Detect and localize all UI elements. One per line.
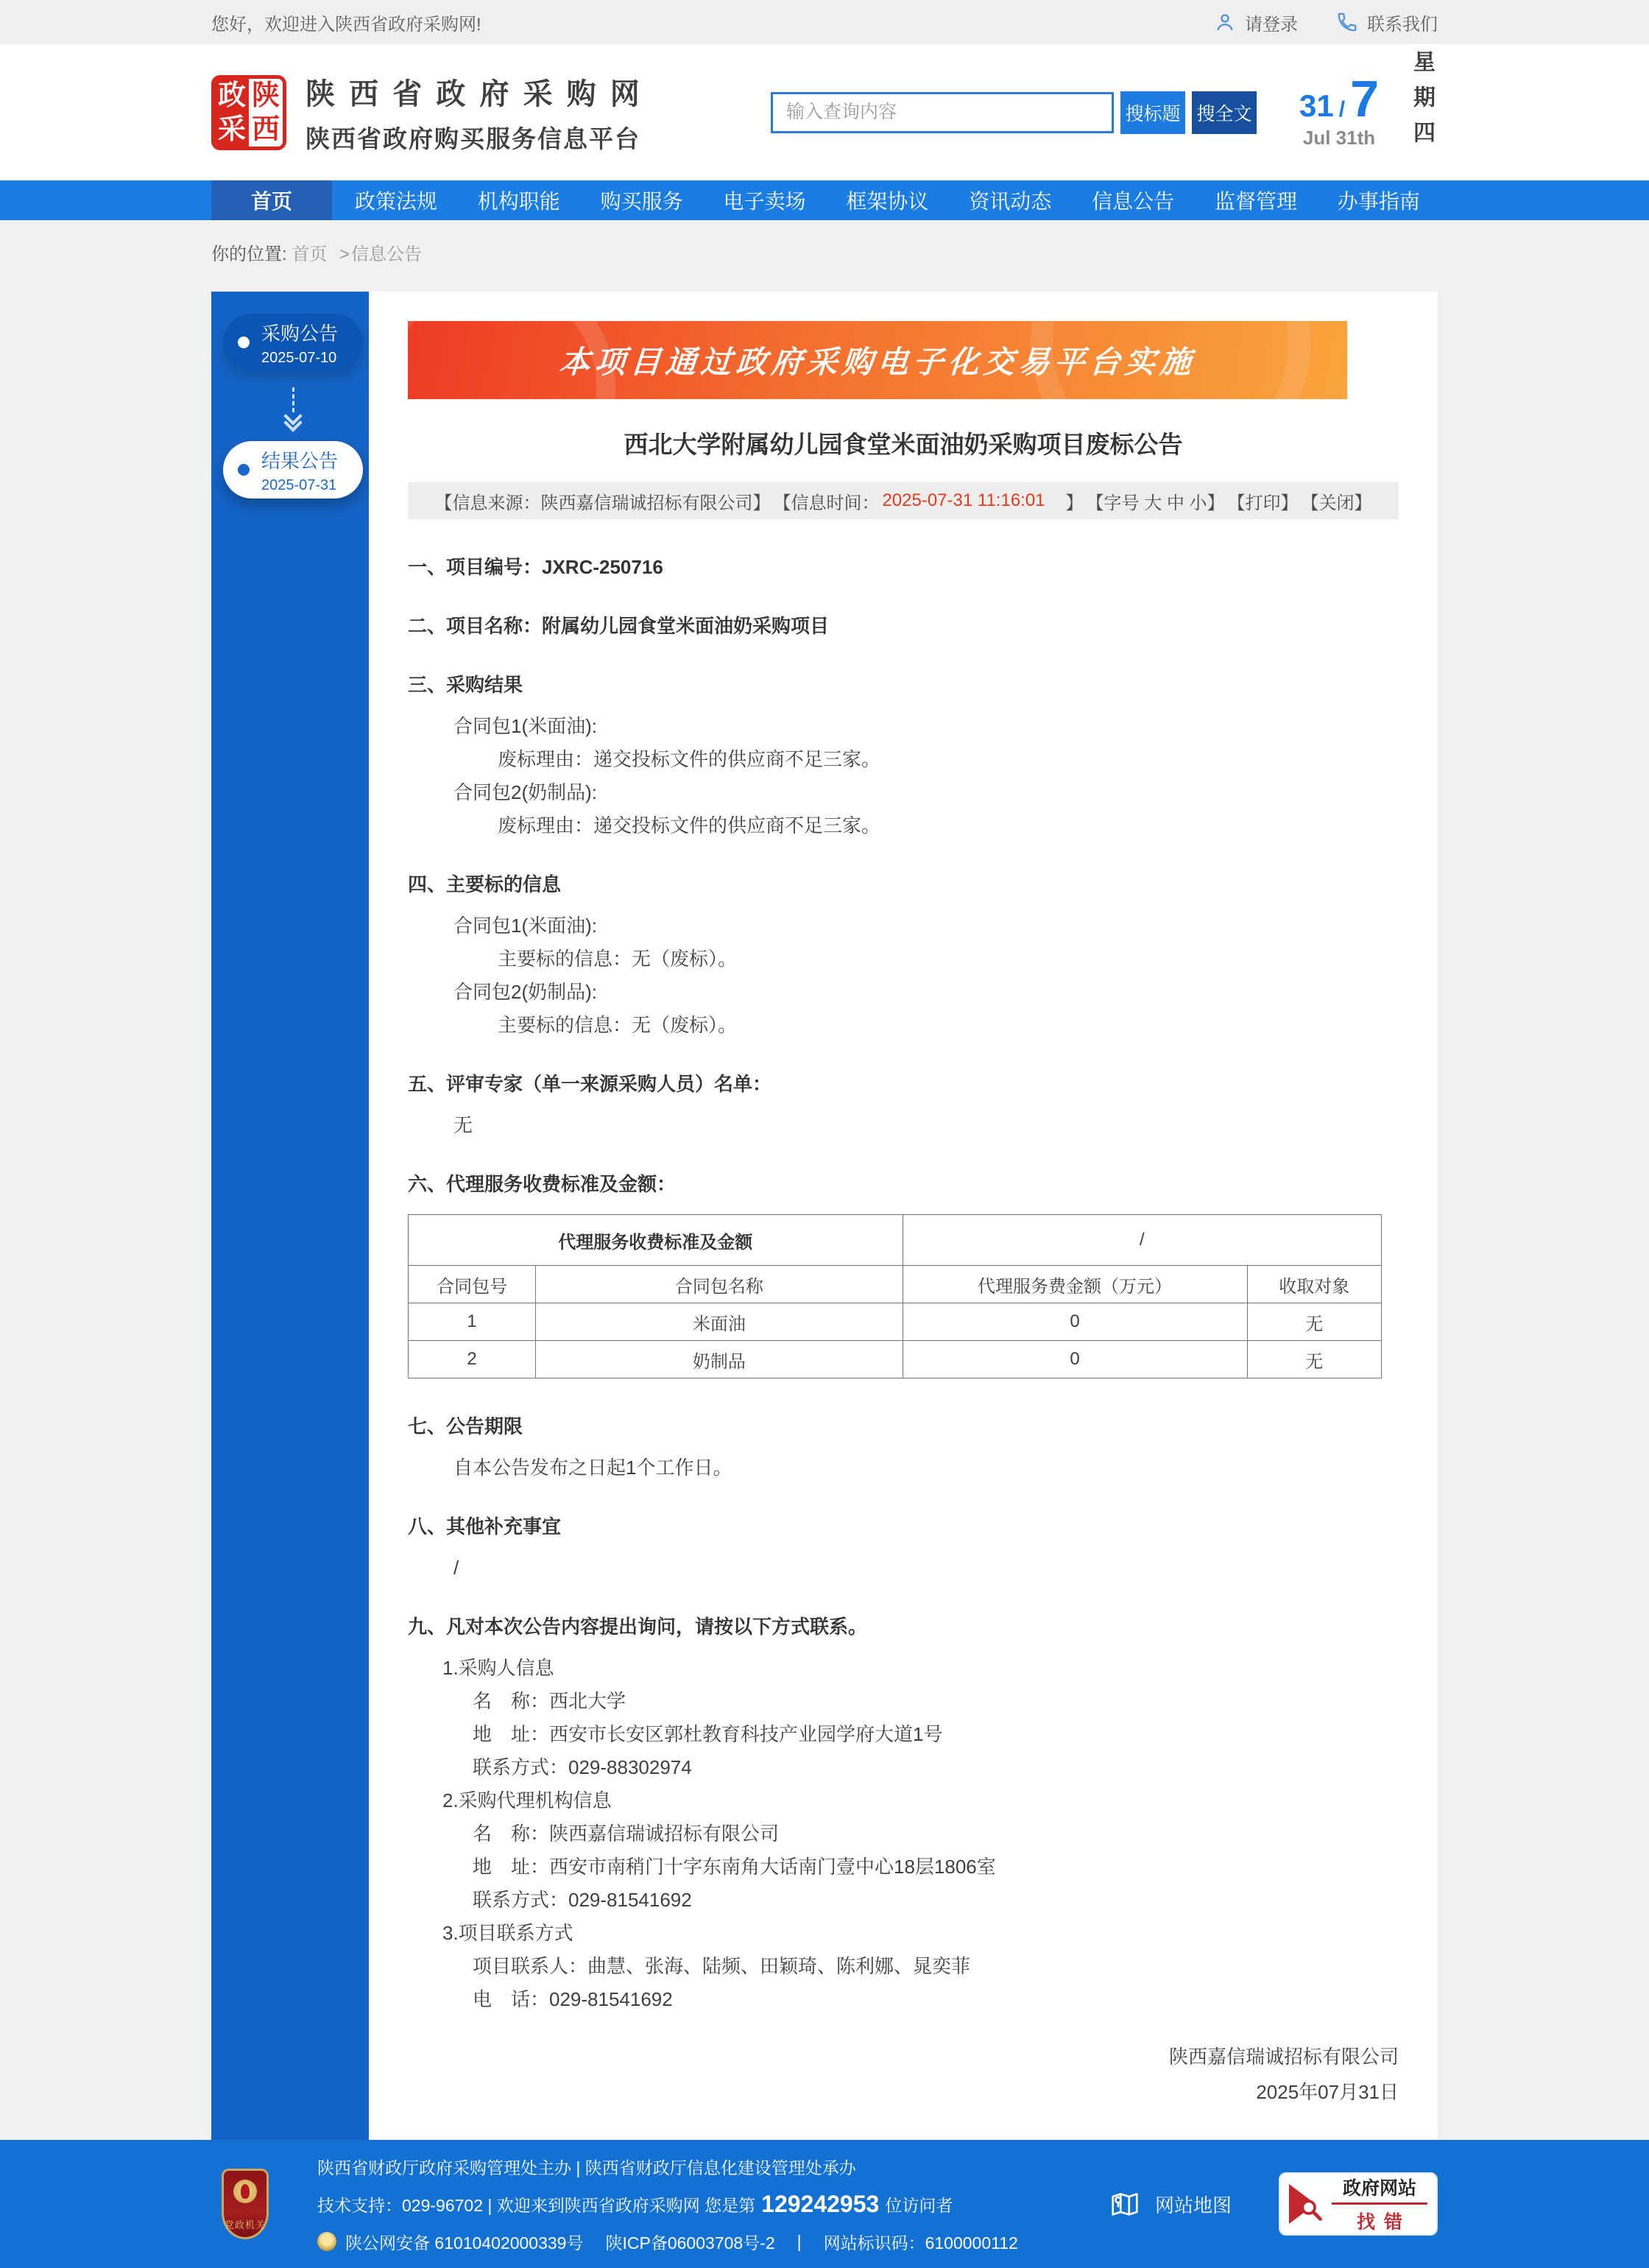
section-heading: 六、代理服务收费标准及金额： xyxy=(408,1173,677,1195)
section-heading: 八、其他补充事宜 xyxy=(408,1515,562,1538)
table-column-header: 合同包号 xyxy=(409,1266,536,1303)
timeline-text xyxy=(261,446,338,494)
search-input[interactable] xyxy=(771,92,1114,133)
paragraph: 名 称：陕西嘉信瑞诚招标有限公司 xyxy=(473,1822,780,1845)
footer-line-organizers: 陕西省财政厅政府采购管理处主办 | 陕西省财政厅信息化建设管理处承办 xyxy=(317,2158,856,2177)
breadcrumb-separator: > xyxy=(339,244,350,264)
error-badge-text xyxy=(1332,2174,1427,2234)
paragraph: 合同包1(米面油): xyxy=(453,715,598,737)
date-day: 31 xyxy=(1299,88,1334,123)
nav-item-emall[interactable]: 电子卖场 xyxy=(723,190,806,213)
nav-item-home[interactable]: 首页 xyxy=(211,180,332,220)
site-subtitle: 陕西省政府购买服务信息平台 xyxy=(306,124,640,152)
table-merged-header-right: / xyxy=(903,1215,1381,1266)
footer-right xyxy=(1108,2172,1438,2236)
footer-line-beian xyxy=(317,2230,1018,2254)
paragraph: 合同包2(奶制品): xyxy=(453,981,598,1003)
table-cell: 1 xyxy=(409,1303,536,1341)
section-heading: 三、采购结果 xyxy=(408,674,523,696)
site-code: 网站标识码：6100000112 xyxy=(823,2233,1018,2253)
paragraph: 地 址：西安市南稍门十字东南角大话南门壹中心18层1806室 xyxy=(473,1856,996,1878)
paragraph: 自本公告发布之日起1个工作日。 xyxy=(453,1457,732,1479)
table-cell: 米面油 xyxy=(536,1303,903,1341)
site-logo[interactable] xyxy=(211,71,643,155)
paragraph: 项目联系人：曲慧、张海、陆频、田颖琦、陈利娜、晁奕菲 xyxy=(473,1955,971,1977)
main-area xyxy=(211,292,1438,2140)
paragraph: 名 称：西北大学 xyxy=(473,1690,626,1712)
timeline-sidebar xyxy=(211,292,369,2140)
breadcrumb xyxy=(0,220,1649,292)
meta-print-button[interactable]: 【打印】 xyxy=(1227,493,1299,513)
paragraph: 联系方式：029-81541692 xyxy=(473,1889,692,1911)
table-cell: 奶制品 xyxy=(536,1341,903,1378)
search-title-button[interactable]: 搜标题 xyxy=(1120,91,1185,134)
topbar xyxy=(0,0,1649,44)
party-gov-shield-icon xyxy=(222,2169,269,2239)
section-heading: 四、主要标的信息 xyxy=(408,873,562,895)
meta-bar xyxy=(408,482,1399,519)
platform-banner xyxy=(408,321,1347,399)
fee-table xyxy=(408,1214,1382,1378)
table-cell: 无 xyxy=(1247,1303,1381,1341)
error-badge-sub: 找错 xyxy=(1356,2212,1411,2233)
beian-police-link[interactable]: 陕公网安备 61010402000339号 xyxy=(345,2233,584,2253)
meta-source: 【信息来源：陕西嘉信瑞诚招标有限公司】 xyxy=(434,493,771,513)
beian-icp-link[interactable]: 陕ICP备06003708号-2 xyxy=(605,2233,775,2253)
site-header xyxy=(0,44,1649,180)
breadcrumb-prefix: 你的位置: xyxy=(211,244,287,264)
timeline-text xyxy=(261,319,338,367)
table-merged-header-left: 代理服务收费标准及金额 xyxy=(409,1215,903,1266)
sitemap-link[interactable] xyxy=(1108,2187,1232,2221)
table-cell: 0 xyxy=(903,1303,1247,1341)
breadcrumb-home[interactable]: 首页 xyxy=(292,244,328,264)
date-month: 7 xyxy=(1350,69,1379,127)
police-badge-icon xyxy=(317,2232,336,2251)
timeline-item-result-announcement[interactable] xyxy=(223,441,363,499)
date-slash: / xyxy=(1338,96,1346,122)
paragraph: 1.采购人信息 xyxy=(442,1657,554,1679)
error-report-badge[interactable] xyxy=(1279,2172,1438,2236)
paragraph: 主要标的信息：无（废标）。 xyxy=(498,948,738,970)
site-title: 陕 西 省 政 府 采 购 网 xyxy=(306,77,643,110)
timeline-dot-icon xyxy=(238,337,250,348)
meta-close-button[interactable]: 【关闭】 xyxy=(1301,493,1372,513)
table-cell: 无 xyxy=(1247,1341,1381,1378)
map-icon xyxy=(1108,2187,1142,2221)
error-badge-title: 政府网站 xyxy=(1332,2174,1427,2205)
paragraph: 废标理由：递交投标文件的供应商不足三家。 xyxy=(498,748,881,770)
section-heading: 一、项目编号：JXRC-250716 xyxy=(408,556,663,578)
sitemap-label: 网站地图 xyxy=(1154,2194,1232,2216)
meta-time: 2025-07-31 11:16:01 xyxy=(882,490,1045,510)
date-english: Jul 31th xyxy=(1302,126,1376,149)
paragraph: 电 话：029-81541692 xyxy=(473,1988,673,2010)
article-title: 西北大学附属幼儿园食堂米面油奶采购项目废标公告 xyxy=(624,431,1183,458)
seal-char: 陕 xyxy=(249,79,283,113)
footer-support-suffix: 位访问者 xyxy=(885,2195,953,2215)
table-cell: 2 xyxy=(409,1341,536,1378)
nav-item-news[interactable]: 资讯动态 xyxy=(969,190,1052,213)
meta-time-prefix: 【信息时间： xyxy=(773,493,880,513)
meta-fontsize-control[interactable]: 【字号 大 中 小】 xyxy=(1086,493,1225,513)
weekday-label: 星期四 xyxy=(1410,49,1434,156)
arrow-down-icon xyxy=(223,387,363,429)
signature-company: 陕西嘉信瑞诚招标有限公司 xyxy=(1168,2046,1399,2068)
shield-label: 党政机关 xyxy=(224,2219,266,2230)
footer-line-support xyxy=(317,2191,1018,2218)
topbar-links xyxy=(1214,10,1438,35)
table-row xyxy=(409,1341,1382,1378)
table-row xyxy=(409,1303,1382,1341)
table-column-header: 代理服务费金额（万元） xyxy=(903,1266,1247,1303)
section-heading: 九、凡对本次公告内容提出询问，请按以下方式联系。 xyxy=(408,1616,868,1638)
table-header-row xyxy=(409,1266,1382,1303)
paragraph: 合同包1(米面油): xyxy=(453,915,598,937)
logo-text xyxy=(306,71,643,155)
section-heading: 五、评审专家（单一来源采购人员）名单： xyxy=(408,1073,772,1095)
paragraph: 联系方式：029-88302974 xyxy=(473,1756,692,1778)
table-cell: 0 xyxy=(903,1341,1247,1378)
paragraph: 无 xyxy=(453,1114,473,1136)
search-fulltext-button[interactable]: 搜全文 xyxy=(1192,91,1257,134)
logo-seal-icon xyxy=(211,75,286,150)
phone-icon xyxy=(1336,11,1358,33)
date-widget xyxy=(1299,69,1379,149)
table-column-header: 收取对象 xyxy=(1247,1266,1381,1303)
table-column-header: 合同包名称 xyxy=(536,1266,903,1303)
paragraph: / xyxy=(453,1557,459,1579)
footer-text xyxy=(317,2155,1018,2254)
signature-block xyxy=(408,2046,1399,2103)
nav-item-functions[interactable]: 机构职能 xyxy=(477,190,560,213)
nav-item-framework[interactable]: 框架协议 xyxy=(846,190,929,213)
article-card xyxy=(369,292,1438,2140)
timeline-dot-icon xyxy=(238,464,250,476)
login-link[interactable] xyxy=(1214,10,1298,35)
nav-item-announcements[interactable]: 信息公告 xyxy=(1092,190,1175,213)
nav-item-supervision[interactable]: 监督管理 xyxy=(1214,190,1297,213)
signature-date: 2025年07月31日 xyxy=(1256,2081,1399,2103)
timeline-date: 2025-07-31 xyxy=(261,476,337,493)
paragraph: 废标理由：递交投标文件的供应商不足三家。 xyxy=(498,814,881,837)
nav-item-policies[interactable]: 政策法规 xyxy=(354,190,437,213)
meta-time-suffix: 】 xyxy=(1048,493,1084,513)
section-heading: 七、公告期限 xyxy=(408,1415,523,1437)
main-nav xyxy=(0,180,1649,220)
table-row xyxy=(409,1215,1382,1266)
contact-label: 联系我们 xyxy=(1367,14,1438,35)
contact-link[interactable] xyxy=(1336,10,1438,35)
login-label: 请登录 xyxy=(1245,14,1298,35)
nav-item-purchase-services[interactable]: 购买服务 xyxy=(600,190,683,213)
paragraph: 3.项目联系方式 xyxy=(442,1922,573,1944)
paragraph: 2.采购代理机构信息 xyxy=(442,1789,612,1811)
banner-text: 本项目通过政府采购电子化交易平台实施 xyxy=(558,345,1197,379)
search-bar xyxy=(771,91,1257,134)
footer-support-prefix: 技术支持：029-96702 | 欢迎来到陕西省政府采购网 您是第 xyxy=(317,2195,756,2215)
timeline-item-purchase-announcement[interactable] xyxy=(223,314,363,371)
section-heading: 二、项目名称：附属幼儿园食堂米面油奶采购项目 xyxy=(408,615,830,637)
seal-char: 采 xyxy=(215,113,249,147)
paragraph: 主要标的信息：无（废标）。 xyxy=(498,1014,738,1036)
welcome-text: 您好，欢迎进入陕西省政府采购网! xyxy=(211,14,481,35)
breadcrumb-current[interactable]: 信息公告 xyxy=(351,244,423,264)
date-numbers xyxy=(1299,69,1379,127)
timeline-label: 采购公告 xyxy=(261,322,339,345)
paragraph: 地 址：西安市长安区郭杜教育科技产业园学府大道1号 xyxy=(473,1723,943,1745)
footer xyxy=(0,2140,1649,2268)
seal-char: 西 xyxy=(249,113,283,147)
visitor-count: 129242953 xyxy=(761,2190,880,2217)
timeline-date: 2025-07-10 xyxy=(261,349,337,366)
nav-item-guide[interactable]: 办事指南 xyxy=(1337,190,1420,213)
paragraph: 合同包2(奶制品): xyxy=(453,781,598,803)
article-content xyxy=(369,556,1438,2103)
seal-char: 政 xyxy=(215,79,249,113)
beian-separator: | xyxy=(797,2231,802,2251)
user-icon xyxy=(1214,11,1236,33)
timeline-label: 结果公告 xyxy=(261,449,339,472)
